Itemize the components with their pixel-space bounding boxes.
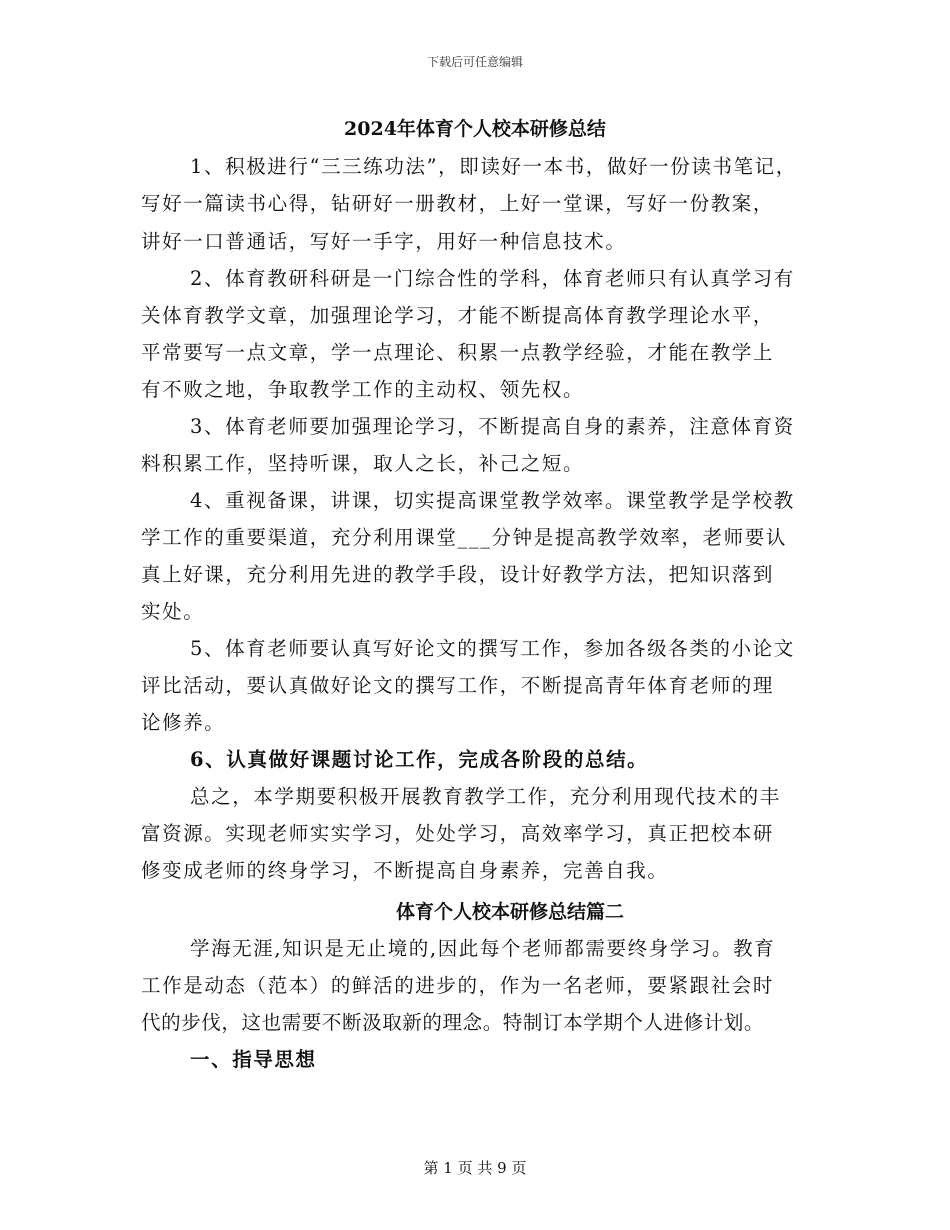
paragraph-line: 讲好一口普通话，写好一手字，用好一种信息技术。 — [141, 230, 627, 253]
page-footer-number: 第 1 页 共 9 页 — [423, 1159, 527, 1177]
paragraph-line: 学海无涯,知识是无止境的,因此每个老师都需要终身学习。教育 — [190, 937, 776, 960]
document-title: 2024年体育个人校本研修总结 — [344, 118, 606, 140]
paragraph-line: 实处。 — [141, 600, 205, 623]
paragraph-line: 富资源。实现老师实实学习，处处学习，高效率学习，真正把校本研 — [141, 822, 775, 845]
paragraph-line: 5、体育老师要认真写好论文的撰写工作，参加各级各类的小论文 — [190, 637, 795, 660]
paragraph-line: 有不败之地，争取教学工作的主动权、领先权。 — [141, 378, 585, 401]
paragraph-line: 关体育教学文章，加强理论学习，才能不断提高体育教学理论水平， — [141, 304, 775, 327]
paragraph-line: 代的步伐，这也需要不断汲取新的理念。特制订本学期个人进修计划。 — [141, 1011, 765, 1034]
paragraph-line: 评比活动，要认真做好论文的撰写工作，不断提高青年体育老师的理 — [141, 674, 775, 697]
paragraph-line: 真上好课，充分利用先进的教学手段，设计好教学方法，把知识落到 — [141, 563, 775, 586]
paragraph-line: 论修养。 — [141, 711, 226, 734]
paragraph-line: 学工作的重要渠道，充分利用课堂___分钟是提高教学效率，老师要认 — [141, 526, 787, 549]
paragraph-line: 工作是动态（范本）的鲜活的进步的，作为一名老师，要紧跟社会时 — [141, 974, 775, 997]
paragraph-line: 总之，本学期要积极开展教育教学工作，充分利用现代技术的丰 — [190, 785, 781, 808]
paragraph-line: 4、重视备课，讲课，切实提高课堂教学效率。课堂教学是学校教 — [190, 489, 795, 512]
paragraph-line: 3、体育老师要加强理论学习，不断提高自身的素养，注意体育资 — [190, 415, 795, 438]
paragraph-line-bold: 6、认真做好课题讨论工作，完成各阶段的总结。 — [190, 748, 649, 771]
page-header-note: 下载后可任意编辑 — [426, 55, 523, 69]
paragraph-line: 料积累工作，坚持听课，取人之长，补己之短。 — [141, 452, 585, 475]
paragraph-line: 1、积极进行“三三练功法”，即读好一本书，做好一份读书笔记， — [190, 155, 797, 178]
paragraph-line: 2、体育教研科研是一门综合性的学科，体育老师只有认真学习有 — [190, 267, 795, 290]
paragraph-line: 平常要写一点文章，学一点理论、积累一点教学经验，才能在教学上 — [141, 341, 775, 364]
section-heading: 一、指导思想 — [190, 1048, 317, 1071]
paragraph-line: 修变成老师的终身学习，不断提高自身素养，完善自我。 — [141, 859, 669, 882]
paragraph-line: 写好一篇读书心得，钻研好一册教材，上好一堂课，写好一份教案， — [141, 192, 775, 215]
section-subtitle: 体育个人校本研修总结篇二 — [395, 901, 624, 923]
